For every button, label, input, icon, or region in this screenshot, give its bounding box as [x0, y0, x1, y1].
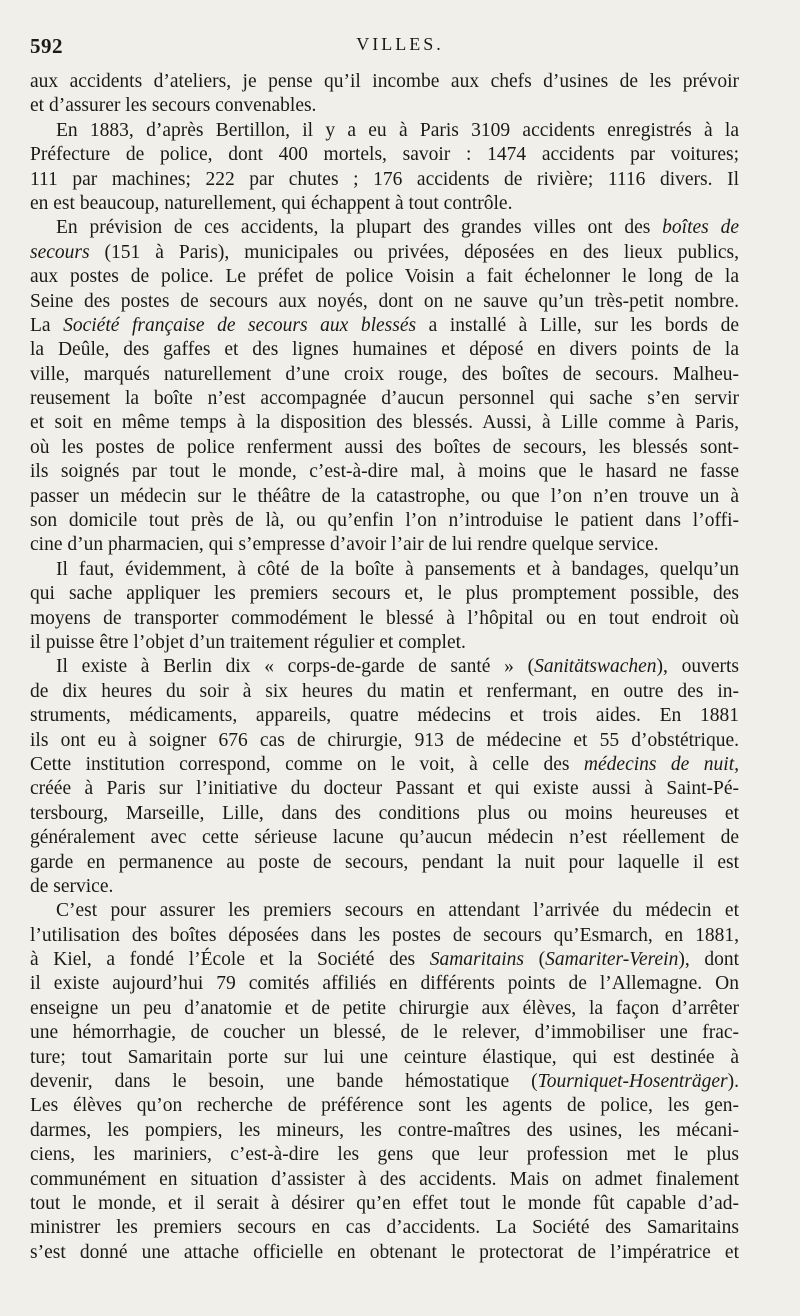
text-line	[30, 753, 739, 777]
text-line	[30, 1119, 739, 1143]
text-segment: ), dont	[678, 949, 739, 971]
text-line	[30, 192, 739, 216]
text-line	[30, 972, 739, 996]
text-segment: En 1883, d’après Bertillon, il y a eu à Paris 3109 accidents enregistrés à la	[56, 119, 739, 141]
text-segment: ).	[727, 1071, 739, 1093]
text-line	[30, 265, 739, 289]
text-segment: généralement avec cette sérieuse lacune qu’aucun médecin n’est réellement de	[30, 827, 739, 849]
text-line	[30, 338, 739, 362]
text-segment: la Deûle, des gaffes et des lignes humaines et déposé en divers points de la	[30, 339, 739, 361]
italic-text: boîtes de	[662, 217, 739, 239]
text-segment: tersbourg, Marseille, Lille, dans des conditions plus ou moins heureuses et	[30, 802, 739, 824]
text-segment: devenir, dans le besoin, une bande hémostatique (	[30, 1071, 538, 1093]
text-line	[30, 607, 739, 631]
text-segment: de dix heures du soir à six heures du matin et renfermant, en outre des in-	[30, 680, 739, 702]
text-line	[30, 802, 739, 826]
text-line	[30, 1070, 739, 1094]
text-line	[30, 777, 739, 801]
text-line	[30, 680, 739, 704]
text-segment: Les élèves qu’on recherche de préférence sont les agents de police, les gen-	[30, 1095, 739, 1117]
text-line	[30, 241, 739, 265]
text-line	[30, 533, 739, 557]
text-segment: son domicile tout près de là, ou qu’enfin l’on n’introduise le patient dans l’offi-	[30, 510, 739, 532]
text-line	[30, 924, 739, 948]
text-line	[30, 1143, 739, 1167]
text-line	[30, 851, 739, 875]
running-title: VILLES.	[356, 34, 444, 54]
text-line	[30, 1168, 739, 1192]
text-line	[30, 826, 739, 850]
text-line	[30, 1021, 739, 1045]
text-line	[30, 875, 739, 899]
text-segment: ville, marqués naturellement d’une croix rouge, des boîtes de secours. Malheu-	[30, 363, 739, 385]
text-segment: ture; tout Samaritain porte sur lui une ceinture élastique, qui est destinée à	[30, 1046, 739, 1068]
text-line	[30, 314, 739, 338]
text-line	[30, 558, 739, 582]
text-line	[30, 729, 739, 753]
text-segment: reusement la boîte n’est accompagnée d’aucun personnel qui sache s’en servir	[30, 388, 739, 410]
italic-text: Sanitätswachen	[534, 656, 657, 678]
text-segment: moyens de transporter commodément le blessé à l’hôpital ou en tout endroit où	[30, 607, 739, 629]
text-segment: En prévision de ces accidents, la plupart des grandes villes ont des	[56, 217, 663, 239]
text-line	[30, 363, 739, 387]
text-segment: struments, médicaments, appareils, quatre médecins et trois aides. En 1881	[30, 705, 739, 727]
text-segment: darmes, les pompiers, les mineurs, les contre-maîtres des usines, les mécani-	[30, 1119, 739, 1141]
text-segment: il existe aujourd’hui 79 comités affiliés en différents points de l’Allemagne. On	[30, 973, 739, 995]
italic-text: médecins de nuit,	[583, 753, 739, 775]
text-segment: qui sache appliquer les premiers secours et, le plus promptement possible, des	[30, 583, 739, 605]
text-segment: ils soignés par tout le monde, c’est-à-dire mal, à moins que le hasard ne fasse	[30, 461, 739, 483]
italic-text: Tourniquet-Hosenträger	[537, 1071, 728, 1093]
text-segment: s’est donné une attache officielle en obtenant le protectorat de l’impératrice et	[30, 1241, 739, 1263]
text-line	[30, 485, 739, 509]
text-segment: La	[30, 314, 64, 336]
text-segment: en est beaucoup, naturellement, qui échappent à tout contrôle.	[30, 192, 513, 214]
text-segment: tout le monde, et il serait à désirer qu’en effet tout le monde fût capable d’ad-	[30, 1192, 739, 1214]
text-line	[30, 460, 739, 484]
text-segment: 111 par machines; 222 par chutes ; 176 accidents de rivière; 1116 divers. Il	[30, 168, 739, 190]
body-text	[30, 70, 739, 1265]
text-segment: créée à Paris sur l’initiative du docteur Passant et qui existe aussi à Saint-Pé-	[30, 778, 739, 800]
text-line	[30, 1094, 739, 1118]
text-segment: à Kiel, a fondé l’École et la Société des	[30, 949, 430, 971]
text-segment: ciens, les mariniers, c’est-à-dire les gens que leur profession met le plus	[30, 1144, 739, 1166]
text-segment: C’est pour assurer les premiers secours en attendant l’arrivée du médecin et	[56, 900, 739, 922]
text-line	[30, 899, 739, 923]
text-line	[30, 387, 739, 411]
text-segment: garde en permanence au poste de secours, pendant la nuit pour laquelle il est	[30, 851, 739, 873]
text-line	[30, 168, 739, 192]
text-segment: aux accidents d’ateliers, je pense qu’il incombe aux chefs d’usines de les prévoir	[30, 71, 739, 92]
text-line	[30, 704, 739, 728]
text-segment: cine d’un pharmacien, qui s’empresse d’avoir l’air de lui rendre quelque service.	[30, 534, 659, 556]
text-segment: il puisse être l’objet d’un traitement régulier et complet.	[30, 631, 466, 653]
text-line	[30, 631, 739, 655]
text-line	[30, 948, 739, 972]
text-segment: communément en situation d’assister à des accidents. Mais on admet finalement	[30, 1168, 739, 1190]
text-line	[30, 411, 739, 435]
text-segment: a installé à Lille, sur les bords de	[416, 314, 739, 336]
text-line	[30, 1046, 739, 1070]
text-segment: et d’assurer les secours convenables.	[30, 95, 317, 117]
italic-text: Société française de secours aux blessés	[63, 314, 417, 336]
text-segment: aux postes de police. Le préfet de police Voisin a fait échelonner le long de la	[30, 266, 739, 288]
text-line	[30, 119, 739, 143]
text-line	[30, 1216, 739, 1240]
text-line	[30, 70, 739, 94]
italic-text: secours	[30, 241, 90, 263]
text-line	[30, 94, 739, 118]
page-header	[30, 34, 770, 64]
text-line	[30, 509, 739, 533]
text-segment: où les postes de police renferment aussi des boîtes de secours, les blessés sont-	[30, 436, 739, 458]
text-line	[30, 1192, 739, 1216]
italic-text: Samariter-Verein	[545, 949, 679, 971]
text-segment: (151 à Paris), municipales ou privées, déposées en des lieux publics,	[89, 241, 739, 263]
text-segment: ), ouverts	[656, 656, 740, 678]
page-number: 592	[30, 34, 63, 58]
text-line	[30, 436, 739, 460]
text-segment: enseigne un peu d’anatomie et de petite chirurgie aux élèves, la façon d’arrêter	[30, 997, 739, 1019]
italic-text: Samaritains	[429, 949, 524, 971]
text-segment: Cette institution correspond, comme on le voit, à celle des	[30, 753, 584, 775]
text-line	[30, 290, 739, 314]
text-segment: Il existe à Berlin dix « corps-de-garde de santé » (	[56, 656, 535, 678]
text-segment: (	[523, 949, 546, 971]
text-line	[30, 997, 739, 1021]
text-segment: une hémorrhagie, de coucher un blessé, de le relever, d’immobiliser une frac-	[30, 1022, 739, 1044]
text-line	[30, 655, 739, 679]
text-segment: Préfecture de police, dont 400 mortels, savoir : 1474 accidents par voitures;	[30, 144, 739, 166]
text-line	[30, 1241, 739, 1265]
text-line	[30, 143, 739, 167]
text-line	[30, 582, 739, 606]
text-segment: Il faut, évidemment, à côté de la boîte à pansements et à bandages, quelqu’un	[56, 558, 739, 580]
text-segment: ils ont eu à soigner 676 cas de chirurgie, 913 de médecine et 55 d’obstétrique.	[30, 729, 739, 751]
text-segment: ministrer les premiers secours en cas d’accidents. La Société des Samaritains	[30, 1217, 739, 1239]
text-line	[30, 216, 739, 240]
text-segment: passer un médecin sur le théâtre de la catastrophe, ou que l’on n’en trouve un à	[30, 485, 739, 507]
text-segment: de service.	[30, 875, 114, 897]
text-segment: l’utilisation des boîtes déposées dans les postes de secours qu’Esmarch, en 1881,	[30, 924, 739, 946]
text-segment: et soit en même temps à la disposition des blessés. Aussi, à Lille comme à Paris,	[30, 412, 739, 434]
text-segment: Seine des postes de secours aux noyés, dont on ne sauve qu’un très-petit nombre.	[30, 290, 739, 312]
